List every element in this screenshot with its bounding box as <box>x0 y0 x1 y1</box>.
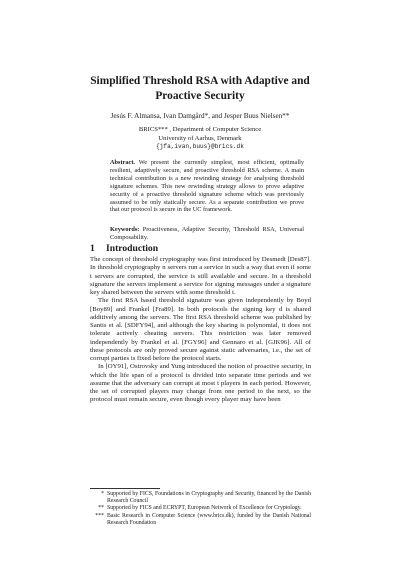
footnote-mark: * <box>101 491 104 497</box>
body-paragraph: The first RSA based threshold signature was given independently by Boyd [Boy89] and Frankel [Fra89]. In both protocols the signing key d is shared additively among the servers. The first RSA threshold scheme was published by Santis et al. [SDFY94], and although the key sharing is polynomial, it does not tolerate actively cheating servers. This restriction was later removed independently by Frankel et al. [FGY96] and Gennaro et al. [GJK96]. All of these protocols are only proved secure against static adversaries, i.e., the set of corrupt parties is fixed before the protocol starts. <box>90 297 311 362</box>
abstract-text: We present the currently simplest, most efficient, optimally resilient, adaptively secure, and proactive threshold RSA scheme. A main technical contribution is a new rewinding strategy for analysing threshold signature schemes. This new rewinding strategy allows to prove adaptive security of a proactive threshold signature scheme which was previously assumed to be only statically secure. As a separate contribution we prove that our protocol is secure in the UC framework. <box>110 159 304 214</box>
footnote-text: Basic Research in Computer Science (www.brics.dk), funded by the Danish National Research Foundation <box>107 512 311 526</box>
keywords-text: Proactiveness, Adaptive Security, Threshold RSA, Universal Composability. <box>110 226 304 241</box>
footnote-rule <box>90 488 160 489</box>
paper-title <box>40 74 360 104</box>
footnote-text: Supported by FICS, Foundations in Cryptography and Security, financed by the Danish Research Council <box>107 491 311 505</box>
keywords-label: Keywords: <box>110 226 140 233</box>
footnote <box>90 513 311 527</box>
footnote <box>90 491 311 505</box>
section-title: Introduction <box>106 243 159 254</box>
section-heading <box>90 243 158 255</box>
title-line-2: Proactive Security <box>155 90 245 102</box>
footnotes <box>90 491 311 527</box>
section-number: 1 <box>90 243 95 254</box>
author-list: Jesús F. Almansa, Ivan Damgård*, and Jesper Buus Nielsen** <box>110 112 290 120</box>
affiliation-line-2: University of Aarhus, Denmark <box>158 134 242 142</box>
footnote-text: Supported by FICS and ECRYPT, European Network of Excellence for Cryptology. <box>107 505 302 512</box>
author-emails: {jfa,ivan,buus}@brics.dk <box>156 143 244 151</box>
body-paragraph: In [OY91], Ostrovsky and Yung introduced the notion of proactive security, in which the life span of a protocol is divided into separate time periods and we assume that the adversary can corrupt at most t players in each period. However, the set of corrupted players may change from one period to the next, so the protocol must remain secure, even though every player may have been <box>90 363 311 404</box>
affiliation-line-1: BRICS*** , Department of Computer Science <box>138 126 262 133</box>
affiliation <box>40 126 360 152</box>
body-paragraph: The concept of threshold cryptography was first introduced by Desmedt [Des87]. In threshold cryptography n servers run a service in such a way that even if some t servers are corrupted, the service is still available and secure. In a threshold signature the servers implement a service for signing messages under a signature key shared between the servers with some threshold t. <box>90 256 311 296</box>
title-line-1: Simplified Threshold RSA with Adaptive and <box>90 75 310 87</box>
keywords <box>110 226 304 242</box>
section-body <box>90 256 311 405</box>
abstract <box>110 159 304 214</box>
footnote-mark: ** <box>98 505 104 512</box>
footnote <box>90 505 311 512</box>
abstract-label: Abstract. <box>110 159 136 166</box>
footnote-mark: *** <box>95 512 104 519</box>
